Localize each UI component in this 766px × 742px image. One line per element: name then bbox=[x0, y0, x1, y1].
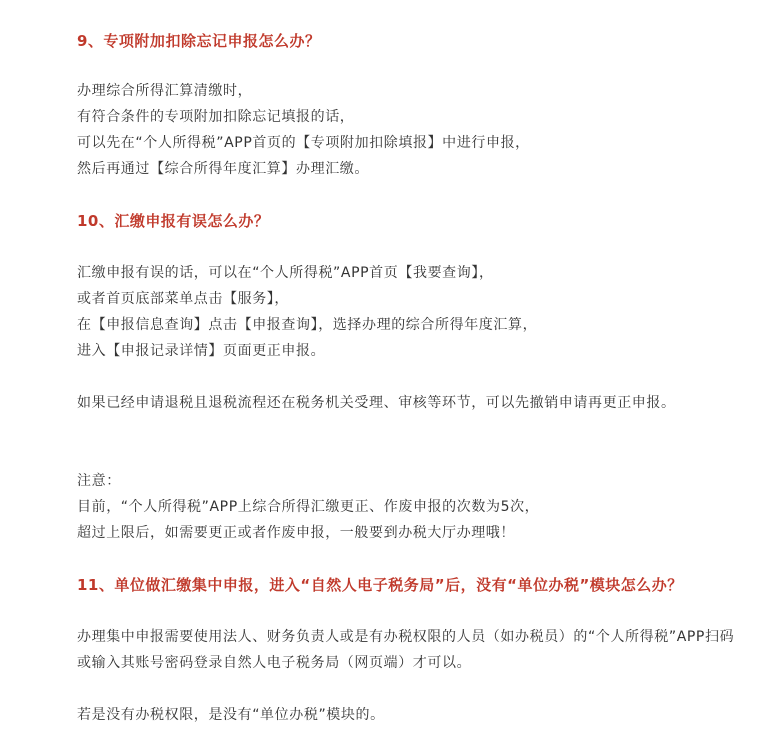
answer-9-line-4: 然后再通过【综合所得年度汇算】办理汇缴。 bbox=[77, 161, 369, 177]
answer-10-refund-note: 如果已经申请退税且退税流程还在税务机关受理、审核等环节，可以先撤销申请再更正申报。 bbox=[77, 395, 676, 411]
answer-11-paragraph-1 bbox=[77, 624, 737, 676]
notice-label: 注意： bbox=[77, 473, 121, 489]
answer-10-paragraph-3 bbox=[77, 468, 737, 546]
answer-9-paragraph bbox=[77, 78, 737, 182]
answer-9-line-1: 办理综合所得汇算清缴时， bbox=[77, 83, 253, 99]
notice-line-2: 超过上限后，如需要更正或者作废申报，一般要到办税大厅办理哦！ bbox=[77, 525, 515, 541]
answer-10-line-3: 在【申报信息查询】点击【申报查询】，选择办理的综合所得年度汇算， bbox=[77, 317, 538, 333]
question-heading-9: 9、专项附加扣除忘记申报怎么办？ bbox=[77, 32, 321, 50]
answer-10-line-4: 进入【申报记录详情】页面更正申报。 bbox=[77, 343, 326, 359]
answer-11-paragraph-2 bbox=[77, 702, 737, 728]
question-heading-10: 10、汇缴申报有误怎么办？ bbox=[77, 212, 270, 230]
notice-line-1: 目前，“个人所得税”APP上综合所得汇缴更正、作废申报的次数为5次， bbox=[77, 499, 540, 515]
answer-11-permission-note: 若是没有办税权限，是没有“单位办税”模块的。 bbox=[77, 707, 385, 723]
answer-9-line-3: 可以先在“个人所得税”APP首页的【专项附加扣除填报】中进行申报， bbox=[77, 135, 530, 151]
answer-9-line-2: 有符合条件的专项附加扣除忘记填报的话， bbox=[77, 109, 355, 125]
answer-10-line-1: 汇缴申报有误的话，可以在“个人所得税”APP首页【我要查询】， bbox=[77, 265, 494, 281]
answer-10-paragraph-2 bbox=[77, 390, 737, 416]
answer-10-paragraph-1 bbox=[77, 260, 737, 364]
answer-11-text: 办理集中申报需要使用法人、财务负责人或是有办税权限的人员（如办税员）的“个人所得税”APP扫码或输入其账号密码登录自然人电子税务局（网页端）才可以。 bbox=[77, 629, 735, 671]
answer-10-line-2: 或者首页底部菜单点击【服务】， bbox=[77, 291, 289, 307]
question-heading-11: 11、单位做汇缴集中申报，进入“自然人电子税务局”后，没有“单位办税”模块怎么办？ bbox=[77, 576, 683, 594]
